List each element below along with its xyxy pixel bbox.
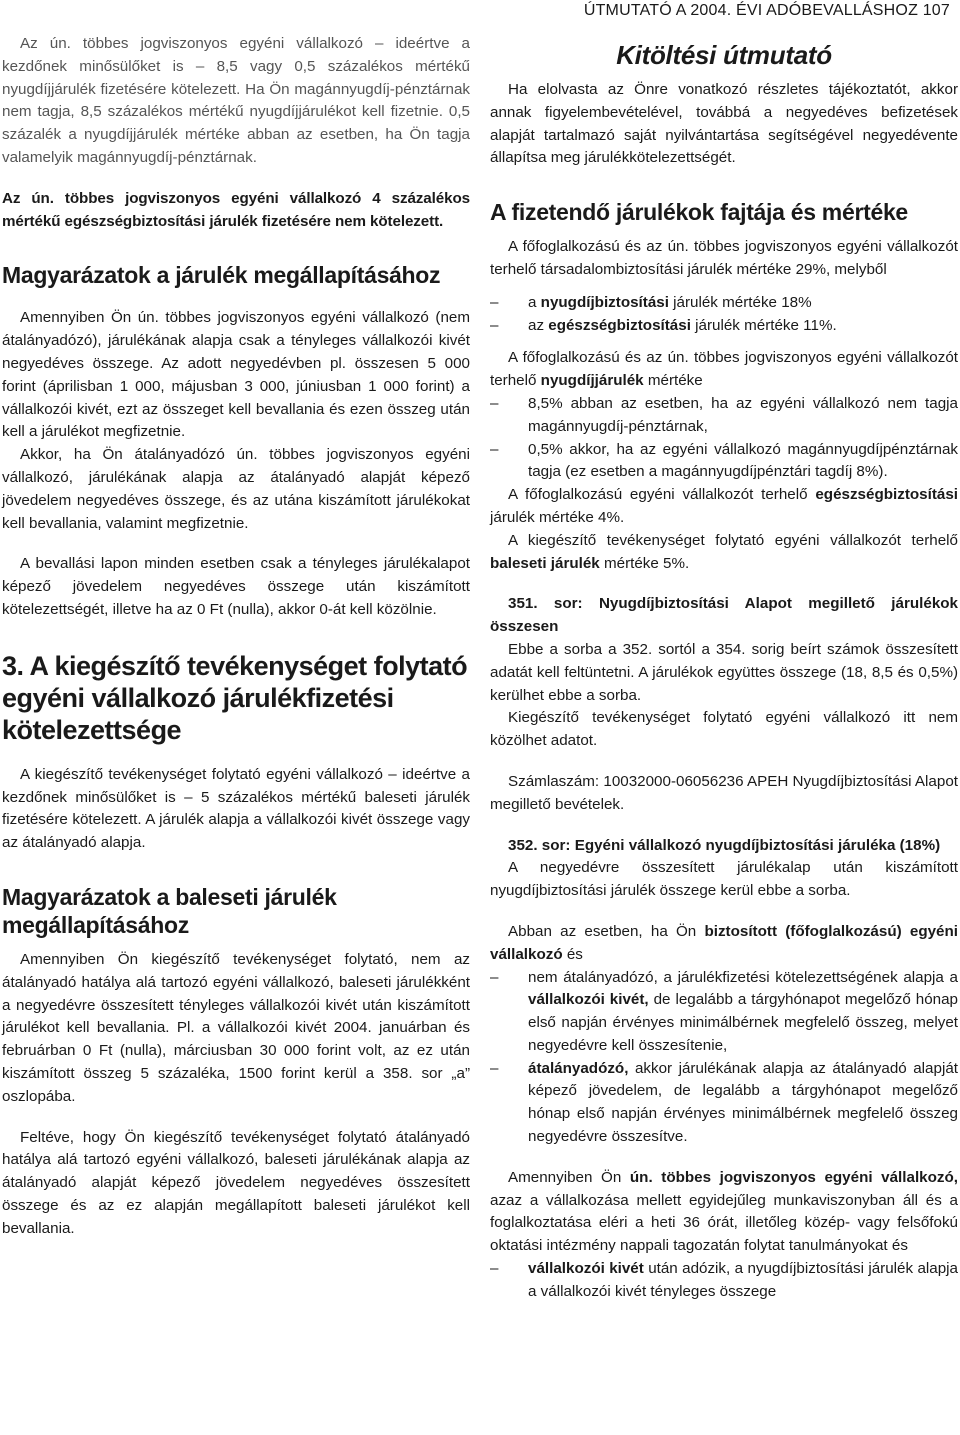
paragraph: Akkor, ha Ön átalányadózó ún. többes jogviszonyos egyéni vállalkozó, járulékának alapja az átalányadó alapját képező jövedelem negyedéves összege, és az utána kiszámított járulékokat kell bevallania, valamint megfizetnie.: [2, 446, 470, 532]
paragraph: A főfoglalkozású és az ún. többes jogviszonyos egyéni vállalkozót terhelő nyugdíjjárulék mértéke: [490, 349, 958, 390]
list-item: – átalányadózó, akkor járulékának alapja az átalányadó alapját képező jövedelem, de legalább a tárgyhónapot megelőző hónap első napján érvényes minimálbérnek megfelelő összeg negyedévre összesítve.: [490, 1059, 958, 1146]
paragraph: Kiegészítő tevékenységet folytató egyéni vállalkozó itt nem közölhet adatot.: [490, 709, 958, 750]
paragraph: Ha elolvasta az Önre vonatkozó részletes tájékoztatót, akkor annak figyelembevételével, továbbá a negyedéves befizetések alapját tartalmazó saját nyilvántartása segítségével negyedévente állapítsa meg járulékkötelezettségét.: [490, 81, 958, 167]
paragraph: Az ún. többes jogviszonyos egyéni vállalkozó – ideértve a kezdőnek minősülőket is – 8,5 vagy 0,5 százalékos mértékű nyugdíjjárulék fizetésére kötelezett. Ha Ön magánnyugdíj-pénztárnak nem tagja, 8,5 százalékos mértékű nyugdíjjárulékot kell fizetnie. 0,5 százalék a nyugdíjjárulék mértéke abban az esetben, ha Ön tagja valamelyik magánnyugdíj-pénztárnak.: [2, 35, 470, 166]
list-item: – a nyugdíjbiztosítási járulék mértéke 18%: [490, 293, 812, 311]
right-column: [490, 40, 958, 1304]
list-item: – vállalkozói kivét után adózik, a nyugdíjbiztosítási járulék alapja a vállalkozói kivét tényleges összege: [490, 1260, 958, 1300]
paragraph: Számlaszám: 10032000-06056236 APEH Nyugdíjbiztosítási Alapot megillető bevételek.: [490, 772, 958, 813]
paragraph: Amennyiben Ön ún. többes jogviszonyos egyéni vállalkozó (nem átalányadózó), járulékának alapja csak a tényleges vállalkozói kivét negyedéves összege. Az adott negyedévben pl. összesen 5 000 forint (áprilisban 1 000, májusban 3 000, júniusban 1 000 forint) a vállalkozói kivét, ezt az összeget kell bevallania és ezen összeg után kell a járulékot megfizetnie.: [2, 309, 470, 441]
paragraph: A kiegészítő tevékenységet folytató egyéni vállalkozó – ideértve a kezdőnek minősülőket is – 5 százalékos mértékű baleseti járulék fizetésére kötelezett. A járulék alapja a vállalkozói kivét összege vagy az átalányadó alapja.: [2, 765, 470, 852]
paragraph: A bevallási lapon minden esetben csak a tényleges járulékalapot képező jövedelem negyedéves összege után kiszámított kötelezettségét, illetve ha az 0 Ft (nulla), akkor 0-át kell közölnie.: [2, 555, 470, 618]
left-column: [2, 33, 470, 1240]
section-heading: Magyarázatok a járulék megállapításához: [2, 262, 441, 289]
paragraph: A főfoglalkozású egyéni vállalkozót terhelő egészségbiztosítási járulék mértéke 4%.: [490, 486, 958, 526]
paragraph: Amennyiben Ön kiegészítő tevékenységet folytató, nem az átalányadó hatálya alá tartozó egyéni vállalkozó, baleseti járulékként a negyedévre összesített tényleges vállalkozói kivét után kiszámított járulékot kell bevallania. Pl. a vállalkozói kivét 2004. januárban és februárban 0 Ft (nulla), márciusban 30 000 forint volt, az ez után kiszámított összeg 5 százaléka, 1500 forint kerül a 358. sor „a” oszlopába.: [2, 950, 470, 1105]
chapter-heading: 3. A kiegészítő tevékenységet folytató egyéni vállalkozó járulékfizetési kötelezettsége: [2, 650, 468, 745]
paragraph: A főfoglalkozású és az ún. többes jogviszonyos egyéni vállalkozót terhelő társadalombiztosítási járulék mértéke 29%, melyből: [490, 238, 958, 278]
section-heading: Magyarázatok a baleseti járulék megállapításához: [2, 883, 337, 938]
paragraph: Abban az esetben, ha Ön biztosított (főfoglalkozású) egyéni vállalkozó és: [490, 922, 958, 963]
section-heading: A fizetendő járulékok fajtája és mértéke: [490, 199, 908, 226]
paragraph: A negyedévre összesített járulékalap után kiszámított nyugdíjbiztosítási járulék összege kerül ebbe a sorba.: [490, 859, 958, 900]
paragraph: Feltéve, hogy Ön kiegészítő tevékenységet folytató átalányadó hatálya alá tartozó egyéni vállalkozó, baleseti járulékának alapja az átalányadó alapját képező jövedelem negyedéves összesített összege és az ez alapján megállapított baleseti járulékot kell bevallania.: [2, 1128, 470, 1237]
list-item: – nem átalányadózó, a járulékfizetési kötelezettségének alapja a vállalkozói kivét, de legalább a tárgyhónapot megelőző hónap első napján érvényes minimálbérnek megfelelő összeg, melyet negyedévre kell összesítenie,: [490, 968, 958, 1054]
kitoltesi-title: Kitöltési útmutató: [616, 40, 832, 70]
running-head: ÚTMUTATÓ A 2004. ÉVI ADÓBEVALLÁSHOZ 107: [583, 2, 950, 19]
paragraph: A kiegészítő tevékenységet folytató egyéni vállalkozót terhelő baleseti járulék mértéke 5%.: [490, 531, 958, 572]
list-item: – 8,5% abban az esetben, ha az egyéni vállalkozó nem tagja magánnyugdíj-pénztárnak,: [490, 394, 958, 435]
paragraph: Ebbe a sorba a 352. sortól a 354. sorig beírt számok összesített adatát kell feltüntetni. A járulékok együttes összege (18, 8,5 és 0,5%) kerülhet ebbe a sorba.: [490, 640, 958, 704]
paragraph-bold: Az ún. többes jogviszonyos egyéni vállalkozó 4 százalékos mértékű egészségbiztosítási járulék fizetésére nem kötelezett.: [2, 189, 470, 230]
row-heading-352: 352. sor: Egyéni vállalkozó nyugdíjbiztosítási járuléka (18%): [508, 836, 941, 854]
paragraph: Amennyiben Ön ún. többes jogviszonyos egyéni vállalkozó, azaz a vállalkozása mellett egyidejűleg munkaviszonyban áll és a foglalkoztatása eléri a heti 36 órát, illetőleg közép- vagy felsőfokú oktatási intézmény nappali tagozatán folytat tanulmányokat és: [490, 1168, 958, 1255]
list-item: – 0,5% akkor, ha az egyéni vállalkozó magánnyugdíjpénztárnak tagja (ez esetben a magánnyugdíjpénztári tagdíj 8%).: [490, 440, 958, 481]
row-heading-351: 351. sor: Nyugdíjbiztosítási Alapot megillető járulékok összesen: [490, 595, 958, 636]
list-item: – az egészségbiztosítási járulék mértéke 11%.: [490, 316, 837, 334]
